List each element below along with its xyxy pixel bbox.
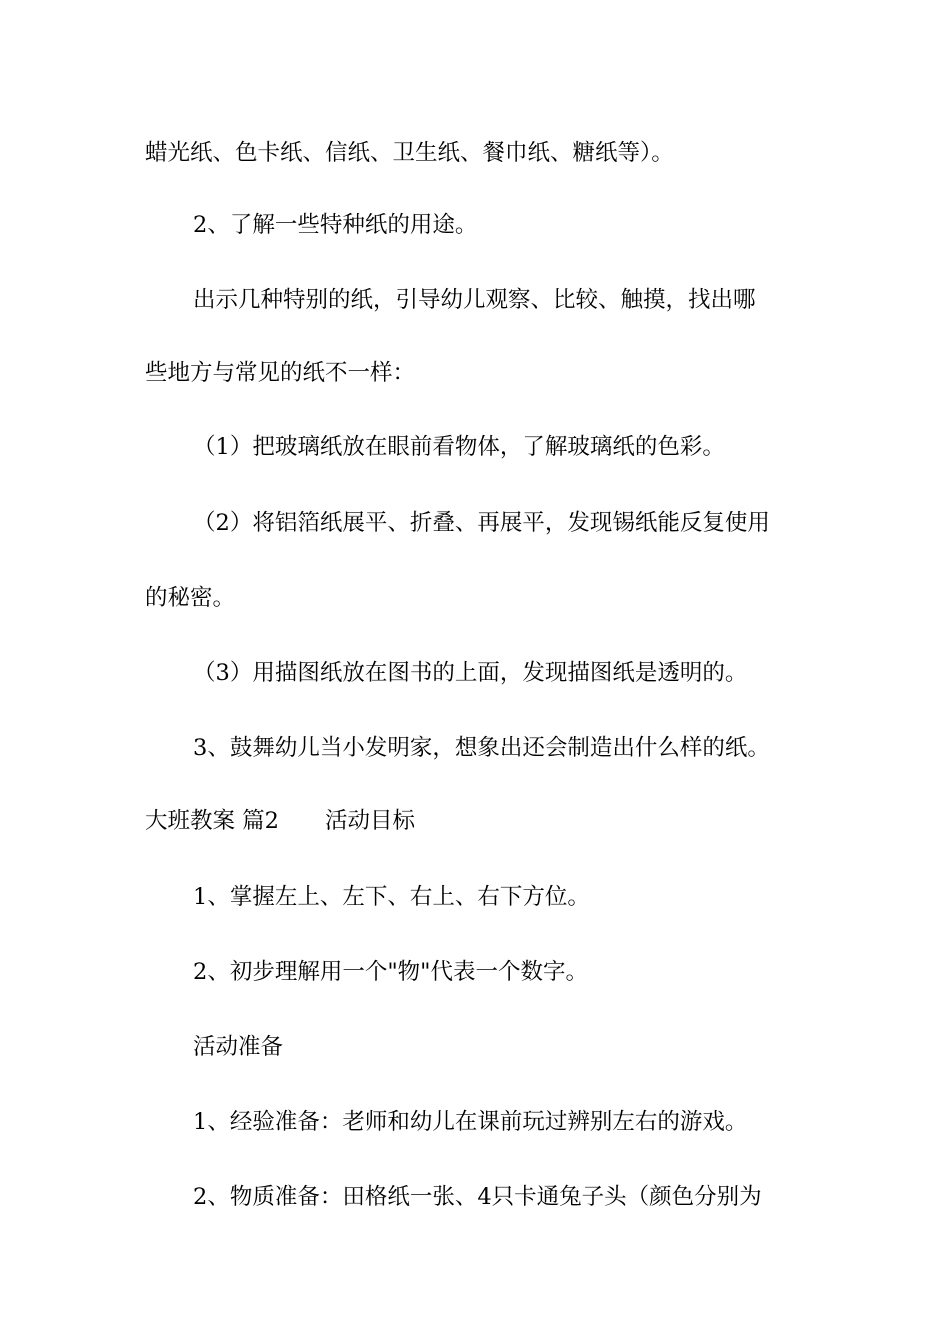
paragraph-line: 蜡光纸、色卡纸、信纸、卫生纸、餐巾纸、糖纸等）。 (145, 140, 674, 166)
paragraph-line: 些地方与常见的纸不一样： (145, 360, 416, 386)
subheading: 活动准备 (193, 1034, 284, 1060)
paragraph-line: 2、物质准备：田格纸一张、4只卡通兔子头（颜色分别为 (193, 1184, 762, 1210)
section-heading (145, 806, 415, 836)
paragraph-line: （2）将铝箔纸展平、折叠、再展平，发现锡纸能反复使用 (193, 510, 770, 536)
paragraph-line: 2、了解一些特种纸的用途。 (193, 212, 478, 238)
paragraph-line: 3、鼓舞幼儿当小发明家，想象出还会制造出什么样的纸。 (193, 735, 770, 761)
paragraph-line: 1、掌握左上、左下、右上、右下方位。 (193, 884, 590, 910)
paragraph-line: （1）把玻璃纸放在眼前看物体，了解玻璃纸的色彩。 (193, 434, 725, 460)
paragraph-line: 出示几种特别的纸，引导幼儿观察、比较、触摸，找出哪 (193, 287, 756, 313)
section-subtitle: 活动目标 (324, 808, 415, 834)
paragraph-line: （3）用描图纸放在图书的上面，发现描图纸是透明的。 (193, 660, 748, 686)
section-title: 大班教案 篇2 (145, 808, 279, 834)
paragraph-line: 2、初步理解用一个"物"代表一个数字。 (193, 959, 589, 985)
paragraph-line: 的秘密。 (145, 585, 236, 611)
paragraph-line: 1、经验准备：老师和幼儿在课前玩过辨别左右的游戏。 (193, 1109, 748, 1135)
